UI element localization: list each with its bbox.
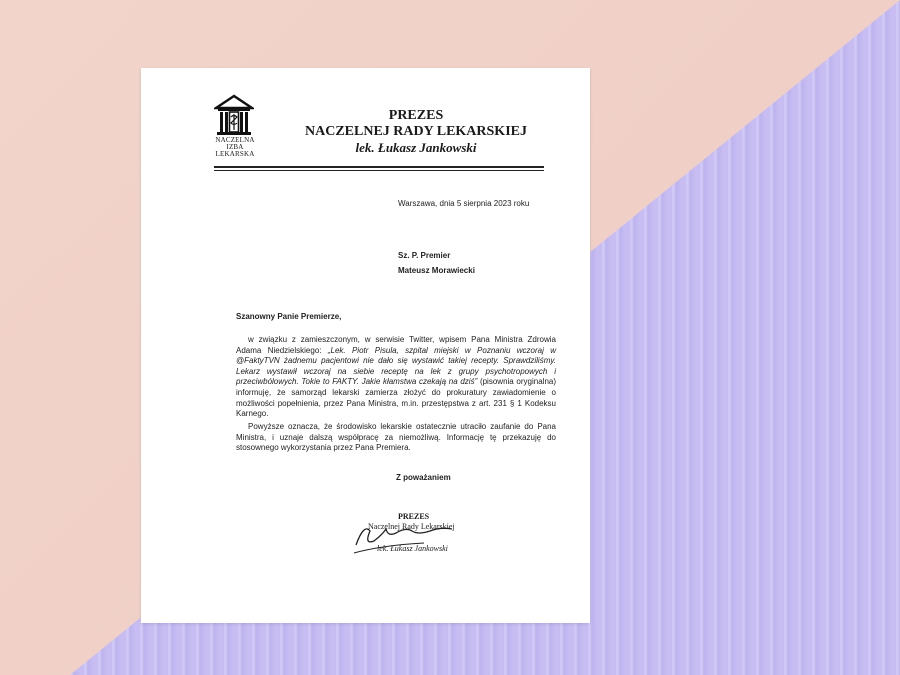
paragraph-2: Powyższe oznacza, że środowisko lekarskie ostatecznie utraciło zaufanie do Pana Ministra, i uznaje dalszą współpracę za niemożliwą. Informację tę przekazuję do stosownego wykorzystania przez Pana Premiera. [236, 422, 556, 453]
letterhead [261, 108, 571, 156]
signature-title: PREZES [398, 512, 430, 521]
quoted-tweet: „Lek. Piotr Pisula, szpital miejski w Poznaniu wczoraj w @FaktyTVN żadnemu pacjentowi nie dało się wystawić takiej recepty. Sprawdziliśmy. Lekarz wystawił wczoraj na siebie receptę na lek z grupy psychotropowych i przeciwbólowych. Tokie to FAKTY. Jakie kłamstwa czekają na dziś” [236, 345, 556, 387]
logo-label-line2: IZBA LEKARSKA [215, 143, 255, 158]
signature-body: Naczelnej Rady Lekarskiej [368, 522, 455, 531]
letterhead-subtitle: NACZELNEJ RADY LEKARSKIEJ [305, 124, 527, 139]
paragraph-1 [236, 335, 556, 420]
salutation: Szanowny Panie Premierze, [236, 312, 342, 321]
signature-name: lek. Łukasz Jankowski [377, 544, 448, 553]
paragraph-1-rest: (pisownia oryginalna) informuję, że samorząd lekarski zamierza złożyć do prokuratury zawiadomienie o możliwości popełnienia, przez Pana Ministra, m.in. przestępstwa z art. 231 § 1 Kodeksu Karnego. [236, 377, 557, 419]
logo-label [211, 137, 259, 158]
closing: Z poważaniem [396, 473, 451, 482]
letter-page [141, 68, 590, 623]
recipient-line1: Sz. P. Premier [398, 251, 451, 260]
letterhead-rule [214, 166, 544, 168]
logo-label-line1: NACZELNA [215, 136, 255, 144]
letterhead-name: lek. Łukasz Jankowski [355, 140, 477, 155]
paragraph-1-intro: w związku z zamieszczonym, w serwisie Twitter, wpisem Pana Ministra Zdrowia Adama Niedzielskiego: [236, 335, 556, 355]
letterhead-title: PREZES [388, 108, 444, 123]
letter-date: Warszawa, dnia 5 sierpnia 2023 roku [398, 199, 530, 208]
letterhead-rule-thin [214, 170, 544, 171]
recipient-line2: Mateusz Morawiecki [398, 266, 475, 275]
